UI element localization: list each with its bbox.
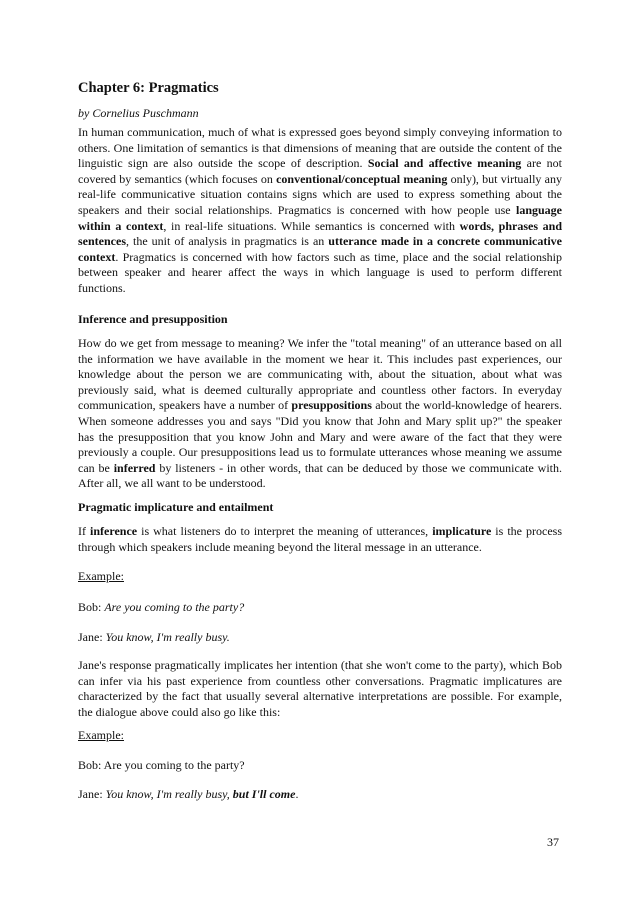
implicature-text-1: If: [78, 524, 91, 538]
explanation-paragraph: Jane's response pragmatically implicates her intention (that she won't come to the party), which Bob can infer via his past experience from countless other conversations. Pragmatic implicatures are characterized by the fact that usually several alternative interpretations are possible. For example, the dialogue above could also go like this:: [78, 658, 562, 719]
example-label-1: Example:: [78, 569, 124, 583]
implicature-term-implicature: implicature: [432, 524, 492, 538]
intro-paragraph: [78, 125, 562, 297]
example2-jane-utterance: You know, I'm really busy,: [105, 787, 233, 801]
example1-bob-line: [78, 600, 244, 615]
inference-term-presuppositions: presuppositions: [291, 398, 372, 413]
implicature-paragraph: [78, 524, 562, 555]
intro-term-utterance: utterance made in a concrete communicative context: [78, 234, 563, 264]
chapter-title: Chapter 6: Pragmatics: [78, 80, 219, 96]
intro-term-words: words, phrases and sentences: [78, 218, 563, 249]
intro-text-3: only), but virtually any real-life communicative situation contains signs which are used to express something about the speakers and their social relationships. Pragmatics is concerned with how people use: [78, 171, 562, 217]
intro-text-1: In human communication, much of what is expressed goes beyond simply conveying information to others. One limitation of semantics is that dimensions of meaning that are outside the content of the linguistic sign are also outside the scope of description.: [78, 125, 562, 171]
example-label-2: Example:: [78, 728, 124, 742]
inference-text-3: by listeners - in other words, that can be deduced by those we communicate with. After all, we all want to be understood.: [78, 460, 563, 491]
intro-text-5: , the unit of analysis in pragmatics is an: [126, 234, 329, 249]
example1-jane-utterance: You know, I'm really busy.: [105, 630, 230, 644]
implicature-text-2: is what listeners do to interpret the meaning of utterances,: [137, 524, 433, 538]
example2-jane-line: [78, 787, 298, 802]
inference-paragraph: [78, 336, 562, 492]
example1-bob-speaker: Bob:: [78, 600, 105, 614]
example2-jane-emphasis: but I'll come: [232, 787, 296, 801]
intro-term-context: language within a context: [78, 202, 562, 233]
section-heading-implicature: Pragmatic implicature and entailment: [78, 500, 274, 514]
implicature-text-3: is the process through which speakers include meaning beyond the literal message in an utterance.: [78, 524, 562, 554]
example2-jane-speaker: Jane:: [78, 787, 106, 801]
example1-jane-line: [78, 630, 230, 645]
example2-bob-line: Bob: Are you coming to the party?: [78, 758, 245, 772]
intro-text-2: are not covered by semantics (which focuses on: [78, 156, 562, 186]
intro-text-6: . Pragmatics is concerned with how factors such as time, place and the social relationship between speaker and hearer affect the ways in which language is used to perform different functions.: [78, 249, 562, 295]
intro-text-4: , in real-life situations. While semantics is concerned with: [163, 218, 460, 233]
inference-term-inferred: inferred: [113, 460, 156, 475]
author-byline: by Cornelius Puschmann: [78, 106, 199, 120]
page-number: 37: [547, 835, 559, 849]
example1-jane-speaker: Jane:: [78, 630, 106, 644]
inference-text-1: How do we get from message to meaning? We infer the "total meaning" of an utterance based on all the information we have available in the moment we hear it. This includes past experiences, our knowledge about the person we are communicating with, about the situation, about what was previously said, what is deemed culturally appropriate and countless other factors. In everyday communication, speakers have a number of: [78, 336, 562, 413]
implicature-term-inference: inference: [90, 524, 138, 538]
example1-bob-utterance: Are you coming to the party?: [104, 600, 245, 614]
inference-text-2: about the world-knowledge of hearers. When someone addresses you and says "Did you know that John and Mary split up?" the speaker has the presupposition that you know John and Mary and were aware of the fact that they were previously a couple. Our presuppositions lead us to formulate utterances whose meaning we assume can be: [78, 398, 562, 475]
example2-jane-period: .: [295, 787, 299, 801]
section-heading-inference: Inference and presupposition: [78, 312, 228, 326]
intro-term-conceptual: conventional/conceptual meaning: [276, 171, 448, 186]
intro-term-social-affective: Social and affective meaning: [367, 156, 522, 171]
